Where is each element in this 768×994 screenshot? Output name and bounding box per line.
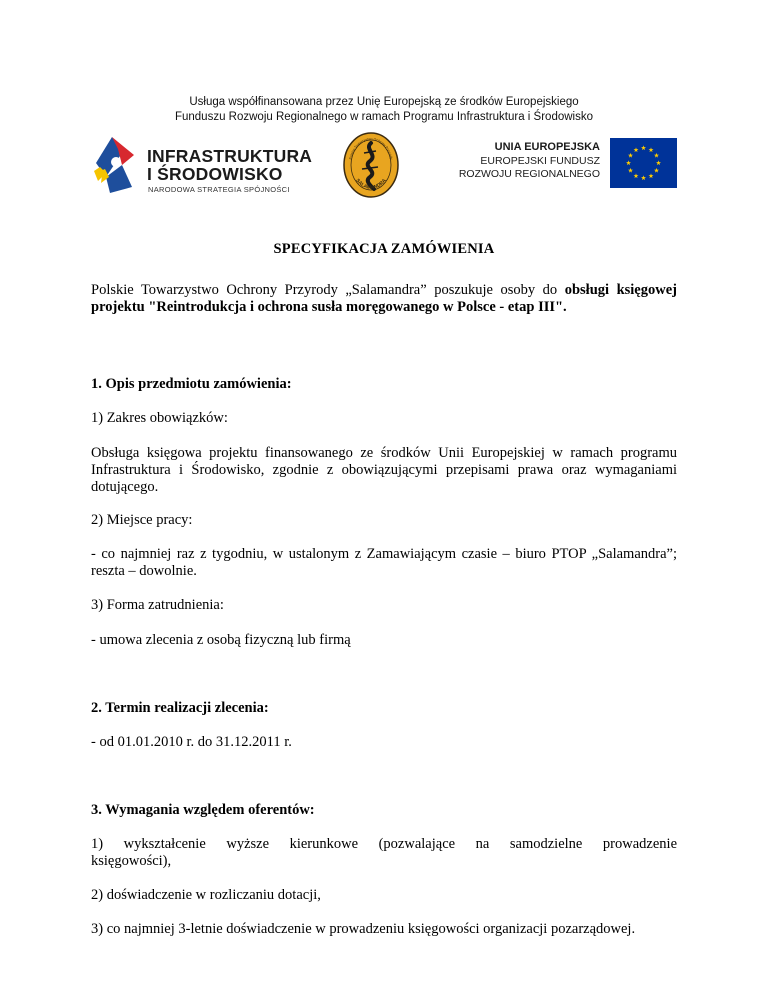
is-logo-title-line1: INFRASTRUKTURA — [147, 146, 313, 166]
salamandra-arc-bottom: SALAMANDRA — [354, 177, 388, 191]
infrastruktura-srodowisko-logo — [92, 135, 313, 195]
section2-heading-text: 2. Termin realizacji zlecenia: — [91, 700, 269, 716]
section1-item3-label: 3) Forma zatrudnienia: — [91, 597, 224, 613]
ue-line2: EUROPEJSKI FUNDUSZ — [480, 154, 600, 167]
section1-heading — [91, 376, 677, 393]
section1-item2-label: 2) Miejsce pracy: — [91, 512, 193, 528]
section3-req2: 2) doświadczenie w rozliczaniu dotacji, — [91, 887, 321, 903]
section3-heading-text: 3. Wymagania względem oferentów: — [91, 802, 315, 818]
intro-bold-text: obsługi księgowej projektu "Reintrodukcja i ochrona susła moręgowanego w Polsce - etap III". — [91, 282, 677, 315]
section2-heading — [91, 700, 677, 717]
intro-text: Polskie Towarzystwo Ochrony Przyrody „Salamandra” poszukuje osoby do — [91, 282, 565, 298]
salamandra-logo — [342, 131, 400, 199]
section1-heading-text: 1. Opis przedmiotu zamówienia: — [91, 376, 292, 392]
section3-heading — [91, 802, 677, 819]
ue-logo-text — [440, 141, 600, 182]
is-logo-title-line2: I ŚRODOWISKO — [147, 164, 283, 184]
section3-req1-line1: 1) wykształcenie wyższe kierunkowe (pozwalające na samodzielne prowadzenie — [91, 836, 677, 852]
section1-item3-text: - umowa zlecenia z osobą fizyczną lub firmą — [91, 632, 351, 648]
section3-req1-line2: księgowości), — [91, 853, 172, 869]
section1-item2-text: - co najmniej raz z tygodniu, w ustalonym z Zamawiającym czasie – biuro PTOP „Salamandra”; reszta – dowolnie. — [91, 546, 677, 579]
section2-text: - od 01.01.2010 r. do 31.12.2011 r. — [91, 734, 292, 750]
intro-paragraph — [91, 282, 677, 316]
salamandra-arc-top: Polskie Towarzystwo Ochrony Przyrody — [348, 136, 394, 160]
eu-flag-icon — [610, 138, 677, 188]
ue-line1: UNIA EUROPEJSKA — [494, 141, 600, 153]
ue-line3: ROZWOJU REGIONALNEGO — [458, 168, 600, 180]
section1-item1-text: Obsługa księgowa projektu finansowanego ze środków Unii Europejskiej w ramach programu Infrastruktura i Środowisko, zgodnie z obowiązującymi przepisami prawa oraz wymaganiami dotującego. — [91, 445, 677, 495]
is-logo-subtitle: NARODOWA STRATEGIA SPÓJNOŚCI — [148, 185, 290, 194]
is-logo-title — [147, 147, 312, 183]
nss-emblem-icon — [92, 135, 146, 195]
section1-item1-label: 1) Zakres obowiązków: — [91, 410, 228, 426]
funding-line-2: Funduszu Rozwoju Regionalnego w ramach Programu Infrastruktura i Środowisko — [174, 111, 594, 123]
section3-req3: 3) co najmniej 3-letnie doświadczenie w prowadzeniu księgowości organizacji pozarządowej. — [91, 921, 636, 937]
funding-line-1: Usługa współfinansowana przez Unię Europejską ze środków Europejskiego — [189, 96, 579, 108]
document-title: SPECYFIKACJA ZAMÓWIENIA — [273, 241, 495, 257]
